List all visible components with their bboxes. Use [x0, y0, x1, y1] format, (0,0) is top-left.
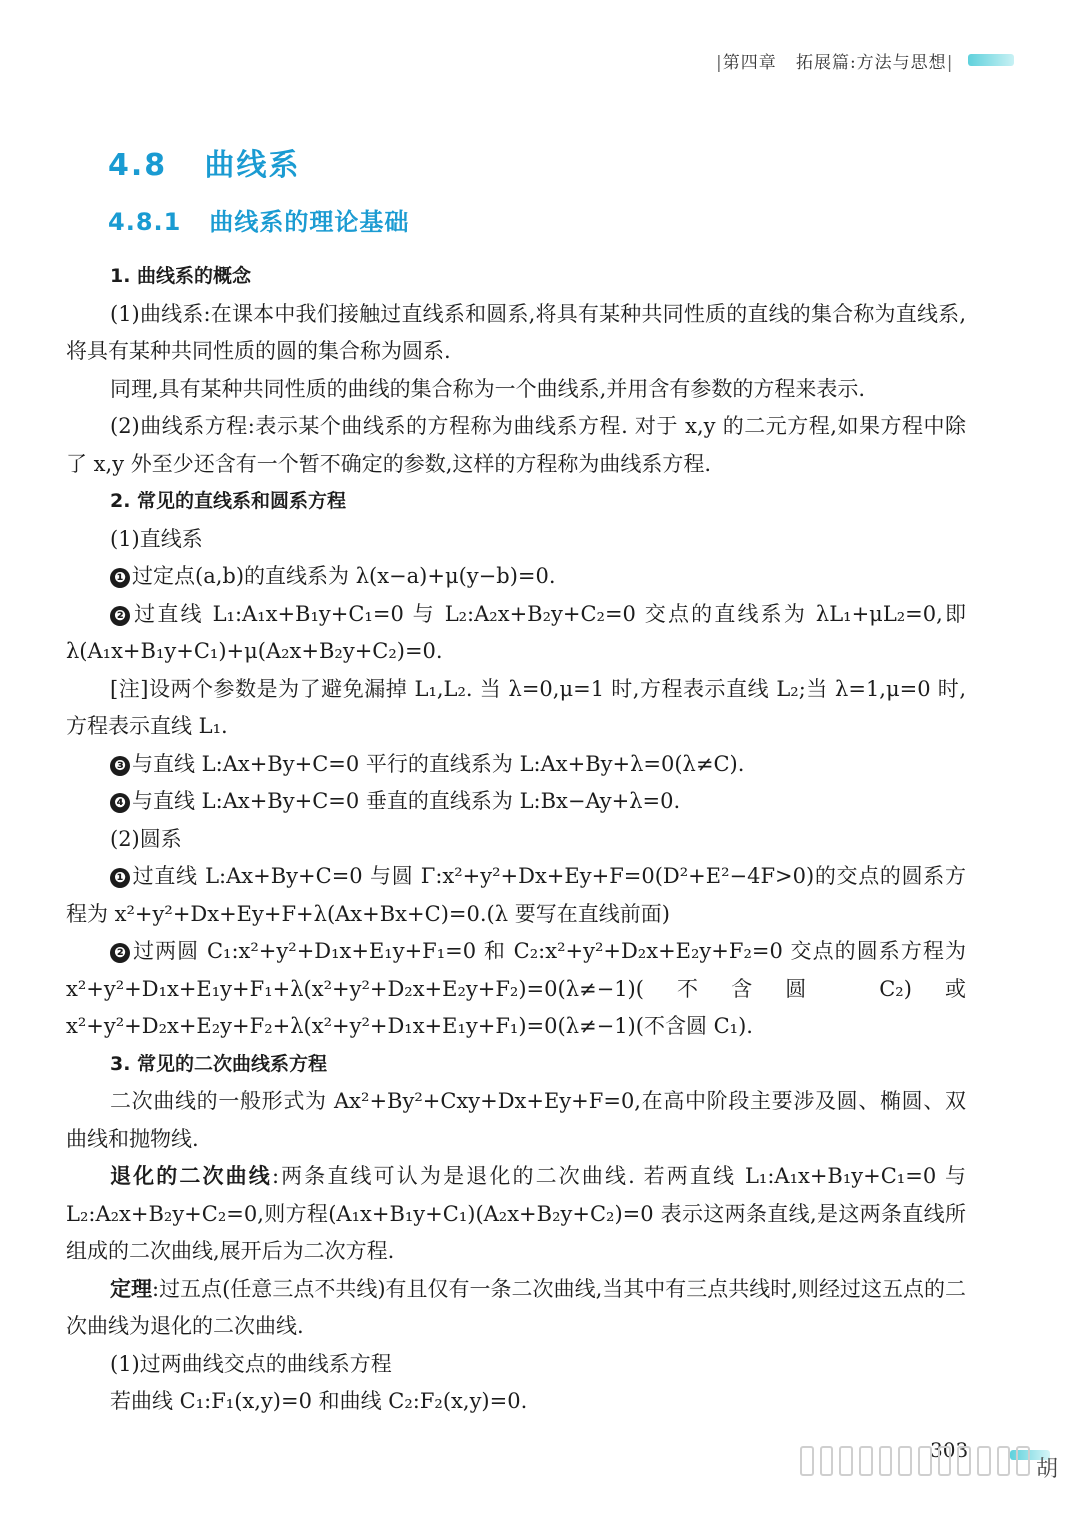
- note: [注]设两个参数是为了避免漏掉 L₁,L₂. 当 λ=0,μ=1 时,方程表示直线 L₂;当 λ=1,μ=0 时,方程表示直线 L₁.: [66, 676, 966, 738]
- degenerate-text: :两条直线可认为是退化的二次曲线. 若两直线 L₁:A₁x+B₁y+C₁=0 与 L₂:A₂x+B₂y+C₂=0,则方程(A₁x+B₁y+C₁)(A₂x+B₂y+C₂)=0 表示这两条直线,是这两条直线所组成的二次曲线,展开后为二次方程.: [66, 1164, 966, 1263]
- line-item-4-text: 与直线 L:Ax+By+C=0 垂直的直线系为 L:Bx−Ay+λ=0.: [132, 789, 681, 813]
- running-header: |第四章 拓展篇:方法与思想|: [716, 53, 954, 73]
- page-number: 303: [930, 1438, 969, 1462]
- header-chapter: 第四章: [722, 53, 777, 73]
- circled-number-3: ❸: [110, 756, 130, 776]
- section-heading: [108, 140, 301, 184]
- header-decoration: [968, 54, 1014, 66]
- subsection-number: 4.8.1: [108, 208, 182, 236]
- subsection-title: 曲线系的理论基础: [209, 208, 410, 236]
- theorem-text: :过五点(任意三点不共线)有且仅有一条二次曲线,当其中有三点共线时,则经过这五点的二次曲线为退化的二次曲线.: [66, 1276, 967, 1338]
- watermark-bars: [800, 1446, 1030, 1472]
- watermark-char: 胡: [1036, 1457, 1059, 1482]
- line-item-1: [66, 558, 966, 596]
- circled-number-2: ❷: [110, 606, 130, 626]
- body-text: [66, 258, 966, 1421]
- para-intersection-family: (1)过两曲线交点的曲线系方程: [110, 1351, 392, 1376]
- line-item-1-text: 过定点(a,b)的直线系为 λ(x−a)+μ(y−b)=0.: [132, 564, 556, 588]
- theorem-label: 定理: [110, 1276, 153, 1301]
- circle-item-2: [66, 933, 966, 1046]
- degenerate-label: 退化的二次曲线: [110, 1164, 272, 1188]
- heading-common-systems: 2. 常见的直线系和圆系方程: [110, 490, 347, 512]
- circled-number-2b: ❷: [110, 943, 130, 963]
- circled-number-1b: ❶: [110, 868, 130, 888]
- circled-number-4: ❹: [110, 793, 130, 813]
- header-title: 拓展篇:方法与思想: [795, 53, 947, 73]
- circle-item-1-text: 过直线 L:Ax+By+C=0 与圆 Γ:x²+y²+Dx+Ey+F=0(D²+E²−4F>0)的交点的圆系方程为 x²+y²+Dx+Ey+F+λ(Ax+Bx+C)=0.(λ 要写在直线前面): [66, 864, 966, 926]
- para-curves-c1-c2: 若曲线 C₁:F₁(x,y)=0 和曲线 C₂:F₂(x,y)=0.: [110, 1389, 528, 1413]
- section-number: 4.8: [108, 148, 168, 183]
- para-degenerate: [66, 1158, 966, 1271]
- line-item-2-text: 过直线 L₁:A₁x+B₁y+C₁=0 与 L₂:A₂x+B₂y+C₂=0 交点的直线系为 λL₁+μL₂=0,即 λ(A₁x+B₁y+C₁)+μ(A₂x+B₂y+C₂)=0.: [66, 601, 966, 663]
- circle-system-label: (2)圆系: [110, 826, 182, 851]
- circle-item-1: [66, 858, 966, 933]
- para-family-equation: (2)曲线系方程:表示某个曲线系的方程称为曲线系方程. 对于 x,y 的二元方程,如果方程中除了 x,y 外至少还含有一个暂不确定的参数,这样的方程称为曲线系方程.: [66, 414, 966, 476]
- line-system-label: (1)直线系: [110, 526, 203, 551]
- subsection-heading: [108, 202, 409, 237]
- section-title: 曲线系: [204, 148, 301, 183]
- heading-concept: 1. 曲线系的概念: [110, 265, 252, 287]
- para-quadratic-general: 二次曲线的一般形式为 Ax²+By²+Cxy+Dx+Ey+F=0,在高中阶段主要涉及圆、椭圆、双曲线和抛物线.: [66, 1089, 966, 1151]
- para-curve-family: (1)曲线系:在课本中我们接触过直线系和圆系,将具有某种共同性质的直线的集合称为直线系,将具有某种共同性质的圆的集合称为圆系.: [66, 301, 966, 363]
- line-item-3-text: 与直线 L:Ax+By+C=0 平行的直线系为 L:Ax+By+λ=0(λ≠C).: [132, 751, 745, 776]
- line-item-2: [66, 596, 966, 671]
- para-theorem: [66, 1271, 966, 1346]
- line-item-4: [66, 783, 966, 821]
- line-item-3: [66, 746, 966, 784]
- para-similarly: 同理,具有某种共同性质的曲线的集合称为一个曲线系,并用含有参数的方程来表示.: [110, 376, 866, 401]
- circled-number-1: ❶: [110, 568, 130, 588]
- heading-quadratic: 3. 常见的二次曲线系方程: [110, 1052, 328, 1075]
- circle-item-2-text: 过两圆 C₁:x²+y²+D₁x+E₁y+F₁=0 和 C₂:x²+y²+D₂x+E₂y+F₂=0 交点的圆系方程为 x²+y²+D₁x+E₁y+F₁+λ(x²+y²+D₂x+E₂y+F₂)=0(λ≠−1)(不含圆 C₂)或 x²+y²+D₂x+E₂y+F₂+λ(x²+y²+D₁x+E₁y+F₁)=0(λ≠−1)(不含圆 C₁).: [66, 939, 966, 1038]
